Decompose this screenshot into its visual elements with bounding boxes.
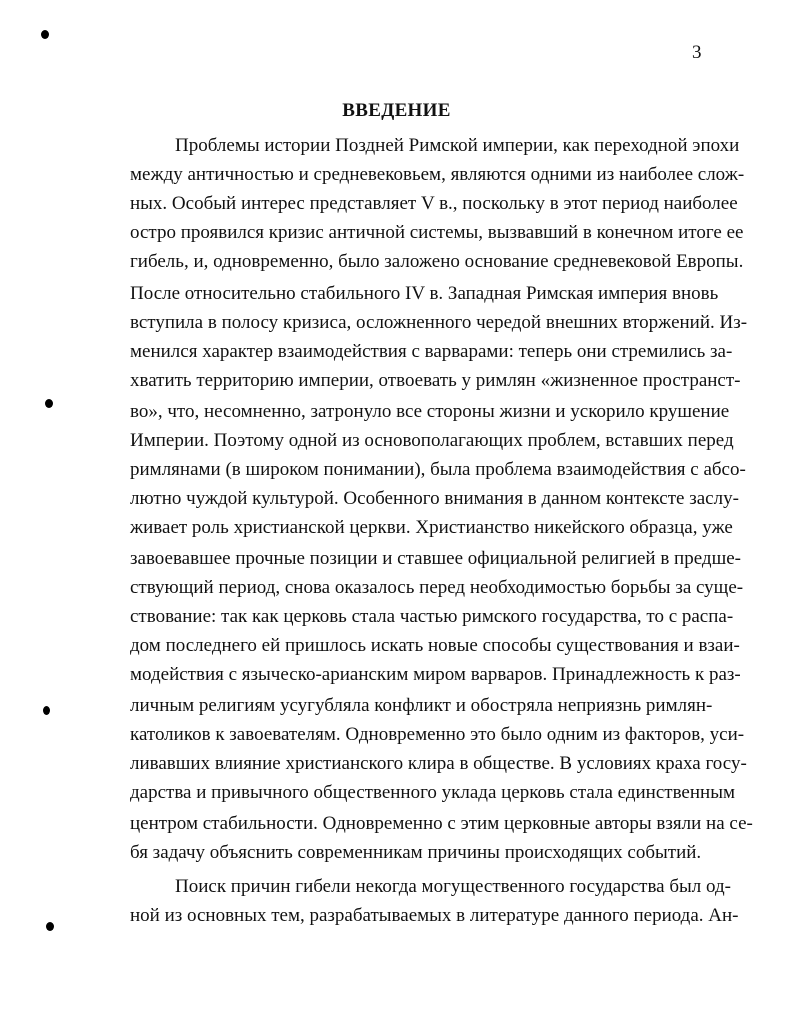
text-line: католиков к завоевателям. Одновременно это было одним из факторов, уси- bbox=[130, 724, 745, 745]
text-line: живает роль христианской церкви. Христианство никейского образца, уже bbox=[130, 517, 733, 538]
text-line: во», что, несомненно, затронуло все стороны жизни и ускорило крушение bbox=[130, 401, 730, 422]
text-line: ствующий период, снова оказалось перед необходимостью борьбы за суще- bbox=[130, 577, 744, 598]
text-line: Поиск причин гибели некогда могущественного государства был од- bbox=[175, 876, 731, 897]
text-line: бя задачу объяснить современникам причины происходящих событий. bbox=[130, 842, 702, 863]
text-line: между античностью и средневековьем, являются одними из наиболее слож- bbox=[130, 164, 745, 185]
text-line: вступила в полосу кризиса, осложненного чередой внешних вторжений. Из- bbox=[130, 312, 748, 333]
scan-mark bbox=[45, 399, 53, 408]
text-line: хватить территорию империи, отвоевать у римлян «жизненное пространст- bbox=[130, 370, 741, 391]
text-line: менился характер взаимодействия с варварами: теперь они стремились за- bbox=[130, 341, 733, 362]
text-line: Проблемы истории Поздней Римской империи, как переходной эпохи bbox=[175, 135, 740, 156]
text-line: ных. Особый интерес представляет V в., поскольку в этот период наиболее bbox=[130, 193, 738, 214]
text-line: гибель, и, одновременно, было заложено основание средневековой Европы. bbox=[130, 251, 744, 272]
scan-mark bbox=[46, 922, 54, 931]
text-line: дарства и привычного общественного уклада церковь стала единственным bbox=[130, 782, 735, 803]
section-heading: ВВЕДЕНИЕ bbox=[342, 100, 451, 121]
text-line: ливавших влияние христианского клира в обществе. В условиях краха госу- bbox=[130, 753, 747, 774]
text-line: ной из основных тем, разрабатываемых в литературе данного периода. Ан- bbox=[130, 905, 739, 926]
text-line: модействия с языческо-арианским миром варваров. Принадлежность к раз- bbox=[130, 664, 741, 685]
text-line: ствование: так как церковь стала частью римского государства, то с распа- bbox=[130, 606, 734, 627]
text-line: центром стабильности. Одновременно с этим церковные авторы взяли на се- bbox=[130, 813, 753, 834]
text-line: После относительно стабильного IV в. Западная Римская империя вновь bbox=[130, 283, 719, 304]
text-line: лютно чуждой культурой. Особенного внимания в данном контексте заслу- bbox=[130, 488, 739, 509]
page-number: 3 bbox=[692, 42, 702, 63]
scan-mark bbox=[41, 30, 49, 39]
text-line: римлянами (в широком понимании), была проблема взаимодействия с абсо- bbox=[130, 459, 746, 480]
text-line: Империи. Поэтому одной из основополагающих проблем, вставших перед bbox=[130, 430, 734, 451]
text-line: завоевавшее прочные позиции и ставшее официальной религией в предше- bbox=[130, 548, 741, 569]
scan-mark bbox=[43, 706, 50, 715]
text-line: дом последнего ей пришлось искать новые способы существования и взаи- bbox=[130, 635, 740, 656]
text-line: личным религиям усугубляла конфликт и обостряла неприязнь римлян- bbox=[130, 695, 713, 716]
text-line: остро проявился кризис античной системы, вызвавший в конечном итоге ее bbox=[130, 222, 744, 243]
